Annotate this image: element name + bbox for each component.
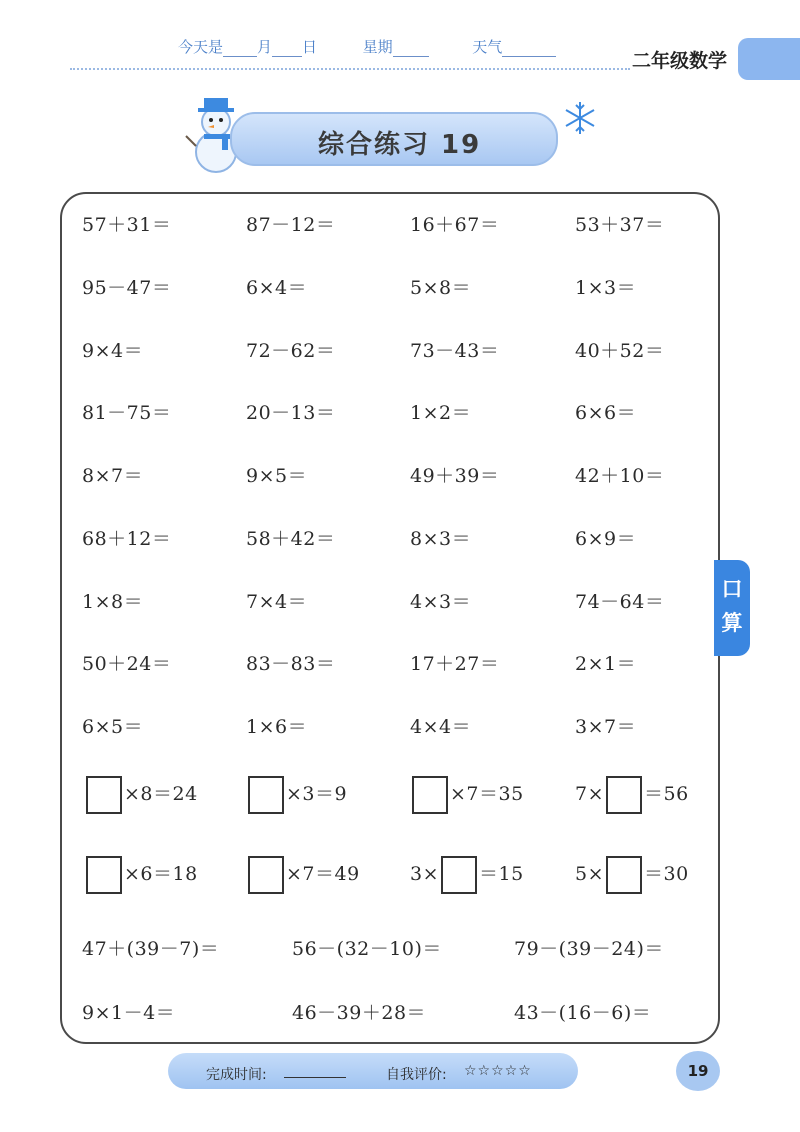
problem: 1×8＝ (82, 591, 144, 613)
problem: 6×9＝ (575, 528, 637, 550)
problem: 17＋27＝ (410, 653, 500, 675)
exercise-box (60, 192, 720, 1044)
problem: 73－43＝ (410, 340, 500, 362)
problem: 1×3＝ (575, 277, 637, 299)
day-label: 日 (302, 38, 318, 56)
fill-blank-problem: ×3＝9 (246, 776, 347, 814)
problem: 83－83＝ (246, 653, 336, 675)
problem: 50＋24＝ (82, 653, 172, 675)
answer-box[interactable] (606, 776, 642, 814)
week-label: 星期 (362, 38, 393, 56)
fill-blank-problem: ×6＝18 (84, 856, 198, 894)
footer-bar (168, 1053, 578, 1089)
problem: 87－12＝ (246, 214, 336, 236)
answer-box[interactable] (412, 776, 448, 814)
problem: 6×4＝ (246, 277, 308, 299)
completion-time-blank[interactable] (284, 1077, 346, 1078)
weather-label: 天气 (472, 38, 503, 56)
problem: 1×2＝ (410, 402, 472, 424)
page-title: 综合练习 19 (318, 130, 482, 160)
problem: 57＋31＝ (82, 214, 172, 236)
problem: 49＋39＝ (410, 465, 500, 487)
problem: 9×5＝ (246, 465, 308, 487)
problem: 16＋67＝ (410, 214, 500, 236)
fill-blank-problem: 7× ＝56 (575, 776, 689, 814)
side-tab-char: 算 (721, 611, 743, 635)
section-tab-oral-calculation (714, 560, 750, 656)
problem: 9×4＝ (82, 340, 144, 362)
problem: 81－75＝ (82, 402, 172, 424)
date-weather-line (178, 36, 556, 57)
mixed-problem: 56－(32－10)＝ (292, 938, 442, 960)
month-label: 月 (257, 38, 273, 56)
grade-tab (738, 38, 800, 80)
answer-box[interactable] (441, 856, 477, 894)
answer-box[interactable] (86, 856, 122, 894)
star-rating[interactable]: ☆☆☆☆☆ (464, 1063, 532, 1079)
today-label: 今天是 (178, 38, 224, 56)
side-tab-char: 口 (721, 577, 743, 601)
weather-blank[interactable] (502, 56, 556, 57)
problem: 3×7＝ (575, 716, 637, 738)
fill-blank-problem: 3× ＝15 (410, 856, 524, 894)
answer-box[interactable] (86, 776, 122, 814)
problem: 95－47＝ (82, 277, 172, 299)
week-blank[interactable] (393, 56, 429, 57)
problem: 1×6＝ (246, 716, 308, 738)
problem: 42＋10＝ (575, 465, 665, 487)
problem: 53＋37＝ (575, 214, 665, 236)
problem: 4×3＝ (410, 591, 472, 613)
problem: 58＋42＝ (246, 528, 336, 550)
dotted-divider (70, 68, 630, 70)
self-evaluation-label: 自我评价: (386, 1067, 447, 1083)
fill-blank-problem: ×7＝49 (246, 856, 360, 894)
answer-box[interactable] (248, 856, 284, 894)
mixed-problem: 43－(16－6)＝ (514, 1002, 652, 1024)
problem: 5×8＝ (410, 277, 472, 299)
answer-box[interactable] (248, 776, 284, 814)
snowflake-icon (562, 100, 598, 136)
problem: 74－64＝ (575, 591, 665, 613)
page-number: 19 (676, 1051, 720, 1091)
problem: 7×4＝ (246, 591, 308, 613)
mixed-problem: 46－39＋28＝ (292, 1002, 427, 1024)
fill-blank-problem: ×8＝24 (84, 776, 198, 814)
grade-label: 二年级数学 (632, 50, 728, 72)
problem: 40＋52＝ (575, 340, 665, 362)
problem: 8×3＝ (410, 528, 472, 550)
mixed-problem: 9×1－4＝ (82, 1002, 176, 1024)
day-blank[interactable] (272, 56, 302, 57)
answer-box[interactable] (606, 856, 642, 894)
problem: 68＋12＝ (82, 528, 172, 550)
month-blank[interactable] (223, 56, 257, 57)
mixed-problem: 79－(39－24)＝ (514, 938, 664, 960)
problem: 8×7＝ (82, 465, 144, 487)
problem: 4×4＝ (410, 716, 472, 738)
fill-blank-problem: ×7＝35 (410, 776, 524, 814)
problem: 20－13＝ (246, 402, 336, 424)
problem: 6×6＝ (575, 402, 637, 424)
fill-blank-problem: 5× ＝30 (575, 856, 689, 894)
mixed-problem: 47＋(39－7)＝ (82, 938, 220, 960)
problem: 72－62＝ (246, 340, 336, 362)
problem: 2×1＝ (575, 653, 637, 675)
completion-time-label: 完成时间: (206, 1067, 267, 1083)
problem: 6×5＝ (82, 716, 144, 738)
